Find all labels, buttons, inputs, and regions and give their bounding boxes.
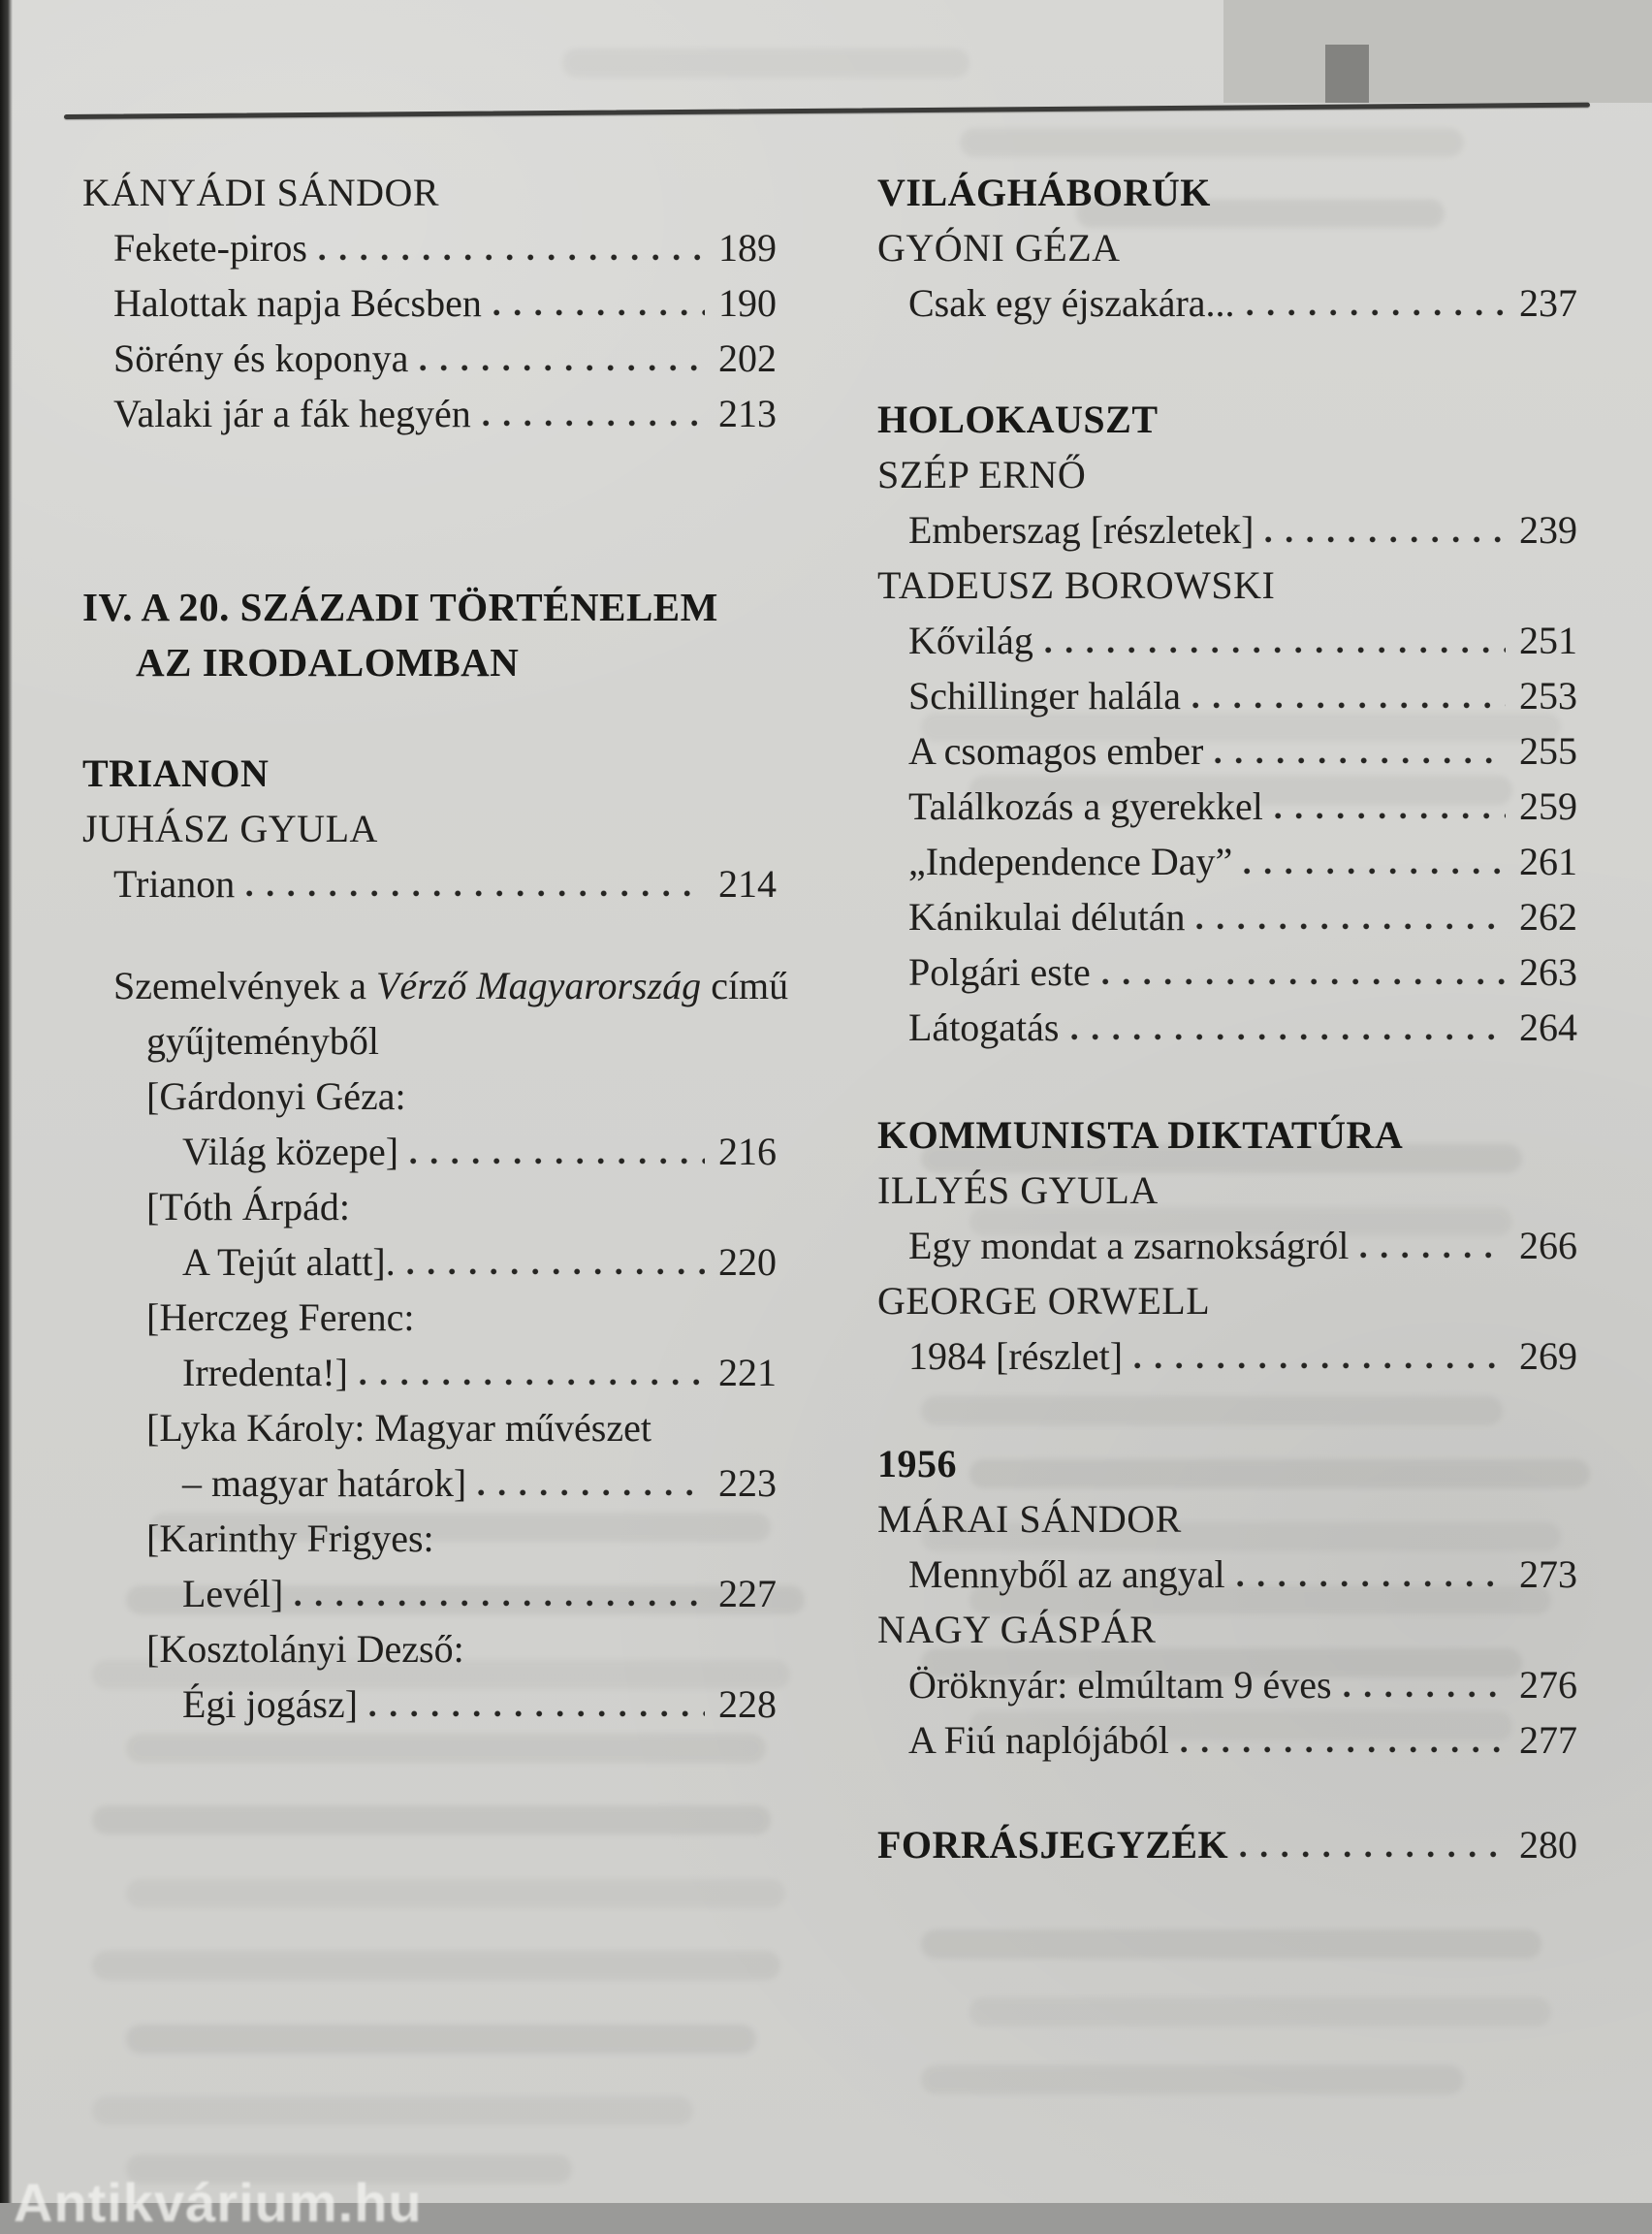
toc-entry-label: A csomagos ember [908, 728, 1204, 773]
toc-entry [877, 944, 1577, 1000]
ghost-line [126, 1879, 785, 1908]
toc-entry [877, 1657, 1577, 1712]
toc-entry [82, 1455, 777, 1511]
toc-text-line: gyűjteményből [146, 1018, 379, 1063]
toc-section-entry [877, 1817, 1577, 1872]
watermark [14, 2172, 423, 2233]
toc-text-line: [Tóth Árpád: [146, 1184, 350, 1229]
toc-entry-label: FORRÁSJEGYZÉK [877, 1823, 1229, 1867]
page-number: 262 [1519, 894, 1577, 939]
toc-text-line: [Karinthy Frigyes: [146, 1516, 434, 1560]
toc-author-heading: MÁRAI SÁNDOR [877, 1496, 1182, 1541]
toc-entry [82, 856, 777, 911]
page-number: 213 [718, 392, 777, 435]
toc-entry-label: Fekete-piros [113, 226, 307, 270]
toc-entry-label: Sörény és koponya [113, 336, 409, 380]
page-number: 228 [718, 1681, 777, 1726]
toc-block [877, 1436, 1577, 1768]
page-number: 189 [718, 226, 777, 270]
toc-entry-label: Találkozás a gyerekkel [908, 783, 1263, 828]
toc-author-heading: ILLYÉS GYULA [877, 1167, 1159, 1212]
toc-entry [877, 502, 1577, 558]
toc-entry [82, 220, 777, 275]
page-number: 202 [718, 336, 777, 380]
toc-theme-heading: TRIANON [82, 750, 270, 795]
toc-author-heading: JUHÁSZ GYULA [82, 806, 378, 850]
ghost-line [92, 1951, 780, 1980]
toc-author-heading: KÁNYÁDI SÁNDOR [82, 171, 440, 214]
toc-entry-label: Trianon [113, 861, 236, 906]
toc-block [82, 580, 777, 690]
scan-edge-shadow [0, 0, 13, 2203]
toc-section-heading: IV. A 20. SZÁZADI TÖRTÉNELEM [82, 584, 718, 629]
ghost-line [92, 2096, 693, 2125]
toc-entry [877, 1000, 1577, 1055]
toc-entry-label: Schillinger halála [908, 673, 1182, 718]
toc-block [82, 746, 777, 911]
toc-author-heading: TADEUSZ BOROWSKI [877, 562, 1276, 607]
toc-text-line: [Kosztolányi Dezső: [146, 1626, 464, 1671]
toc-text-part: című [701, 963, 789, 1007]
dot-leader [1360, 1252, 1506, 1259]
dot-leader [1215, 757, 1506, 764]
dot-leader [1237, 1580, 1506, 1587]
page-number: 276 [1519, 1662, 1577, 1707]
toc-block [877, 392, 1577, 1055]
dot-leader [1196, 923, 1506, 930]
dot-leader [1134, 1362, 1506, 1369]
toc-entry-label: Mennyből az angyal [908, 1551, 1225, 1596]
toc-entry-label: Csak egy éjszakára... [908, 281, 1235, 325]
toc-entry-label: – magyar határok] [182, 1460, 467, 1505]
toc-entry-label: Polgári este [908, 949, 1091, 994]
toc-entry [82, 1345, 777, 1400]
page-number: 266 [1519, 1223, 1577, 1267]
toc-entry-label: Irredenta!] [182, 1350, 348, 1394]
toc-column-left [82, 165, 789, 1732]
toc-theme-heading: HOLOKAUSZT [877, 397, 1159, 441]
ghost-line [126, 2025, 756, 2054]
page-number: 214 [718, 861, 777, 906]
dot-leader [483, 420, 705, 427]
toc-entry-label: Égi jogász] [182, 1681, 359, 1726]
dot-leader [1192, 702, 1506, 709]
toc-entry [877, 1328, 1577, 1384]
ghost-line [562, 48, 969, 78]
toc-column-right [877, 165, 1577, 1872]
dot-leader [295, 1600, 705, 1607]
toc-theme-heading: 1956 [877, 1441, 957, 1485]
toc-entry [82, 1234, 777, 1290]
dot-leader [410, 1158, 705, 1165]
toc-block [82, 165, 777, 441]
toc-entry-label: Kővilág [908, 618, 1033, 662]
watermark-text: Antikvárium.hu [14, 2172, 423, 2233]
page-number: 269 [1519, 1333, 1577, 1378]
toc-entry [82, 386, 777, 441]
page-number: 259 [1519, 783, 1577, 828]
toc-entry-label: „Independence Day” [908, 839, 1233, 883]
toc-entry [877, 1218, 1577, 1273]
toc-entry-label: Levél] [182, 1571, 284, 1615]
toc-text-line: [Lyka Károly: Magyar művészet [146, 1405, 651, 1450]
page-number: 221 [718, 1350, 777, 1394]
dot-leader [1071, 1034, 1507, 1040]
ghost-line [921, 2065, 1464, 2094]
toc-entry [82, 331, 777, 386]
dot-leader [369, 1710, 705, 1717]
toc-entry [877, 889, 1577, 944]
toc-entry [877, 613, 1577, 668]
toc-entry-label: A Fiú naplójából [908, 1717, 1169, 1762]
toc-entry-label: Halottak napja Bécsben [113, 281, 482, 325]
dot-leader [1344, 1691, 1506, 1698]
toc-block [877, 165, 1577, 331]
dot-leader [1240, 1851, 1506, 1858]
page-number: 216 [718, 1129, 777, 1173]
toc-block [82, 958, 789, 1732]
toc-entry [877, 779, 1577, 834]
dot-leader [1045, 647, 1506, 654]
page-number: 264 [1519, 1005, 1577, 1049]
dot-leader [493, 309, 705, 316]
toc-entry [877, 834, 1577, 889]
toc-entry [877, 1547, 1577, 1602]
dot-leader [1102, 978, 1506, 985]
page-number: 277 [1519, 1717, 1577, 1762]
toc-entry-label: A Tejút alatt]. [182, 1239, 396, 1284]
page-number: 190 [718, 281, 777, 325]
page-number: 273 [1519, 1551, 1577, 1596]
ghost-line [92, 1805, 771, 1835]
toc-author-heading: GYÓNI GÉZA [877, 226, 1121, 270]
toc-entry [877, 275, 1577, 331]
toc-text-line [82, 958, 789, 1013]
page-number: 239 [1519, 507, 1577, 552]
scan-artifact-band [1223, 0, 1652, 103]
ghost-line [960, 128, 1464, 157]
toc-author-heading: GEORGE ORWELL [877, 1278, 1211, 1323]
page-number: 255 [1519, 728, 1577, 773]
ghost-line [969, 1997, 1551, 2027]
toc-author-heading: NAGY GÁSPÁR [877, 1607, 1157, 1651]
dot-leader [1244, 868, 1506, 875]
toc-entry [82, 1676, 777, 1732]
toc-entry-label: Világ közepe] [182, 1129, 399, 1173]
toc-theme-heading: KOMMUNISTA DIKTATÚRA [877, 1112, 1404, 1157]
dot-leader [1181, 1746, 1506, 1753]
page-number: 280 [1519, 1823, 1577, 1867]
toc-theme-heading: VILÁGHÁBORÚK [877, 171, 1211, 214]
toc-text-line: [Herczeg Ferenc: [146, 1294, 415, 1339]
ghost-line [126, 1734, 766, 1763]
toc-author-heading: SZÉP ERNŐ [877, 452, 1087, 496]
toc-entry [82, 1124, 777, 1179]
toc-entry-label: Egy mondat a zsarnokságról [908, 1223, 1350, 1267]
toc-entry-label: Kánikulai délután [908, 894, 1186, 939]
toc-block [877, 1817, 1577, 1872]
page-number: 253 [1519, 673, 1577, 718]
page-number: 237 [1519, 281, 1577, 325]
dot-leader [1275, 813, 1506, 819]
toc-text-line: [Gárdonyi Géza: [146, 1073, 406, 1118]
ghost-line [921, 1930, 1541, 1959]
page-number: 261 [1519, 839, 1577, 883]
toc-entry-label: Valaki jár a fák hegyén [113, 392, 471, 435]
toc-entry [877, 723, 1577, 779]
toc-block [877, 1107, 1577, 1384]
toc-entry [877, 1712, 1577, 1768]
page-number: 263 [1519, 949, 1577, 994]
toc-entry-label: 1984 [részlet] [908, 1333, 1124, 1378]
toc-text-part: Szemelvények a [113, 963, 376, 1007]
dot-leader [360, 1379, 705, 1386]
dot-leader [1265, 536, 1506, 543]
page-number: 223 [718, 1460, 777, 1505]
dot-leader [1247, 309, 1506, 316]
scan-artifact-square [1325, 45, 1369, 103]
header-rule [64, 103, 1590, 119]
toc-entry-label: Emberszag [részletek] [908, 507, 1255, 552]
dot-leader [478, 1489, 705, 1496]
toc-entry [877, 668, 1577, 723]
dot-leader [420, 365, 705, 371]
page-number: 251 [1519, 618, 1577, 662]
dot-leader [319, 254, 705, 261]
page-number: 220 [718, 1239, 777, 1284]
dot-leader [246, 890, 705, 897]
dot-leader [407, 1268, 705, 1275]
toc-entry [82, 1566, 777, 1621]
toc-entry-label: Látogatás [908, 1005, 1060, 1049]
toc-entry [82, 275, 777, 331]
page-number: 227 [718, 1571, 777, 1615]
toc-entry-label: Öröknyár: elmúltam 9 éves [908, 1662, 1332, 1707]
toc-section-heading: AZ IRODALOMBAN [136, 639, 520, 685]
toc-italic-title: Vérző Magyarország [376, 963, 702, 1007]
